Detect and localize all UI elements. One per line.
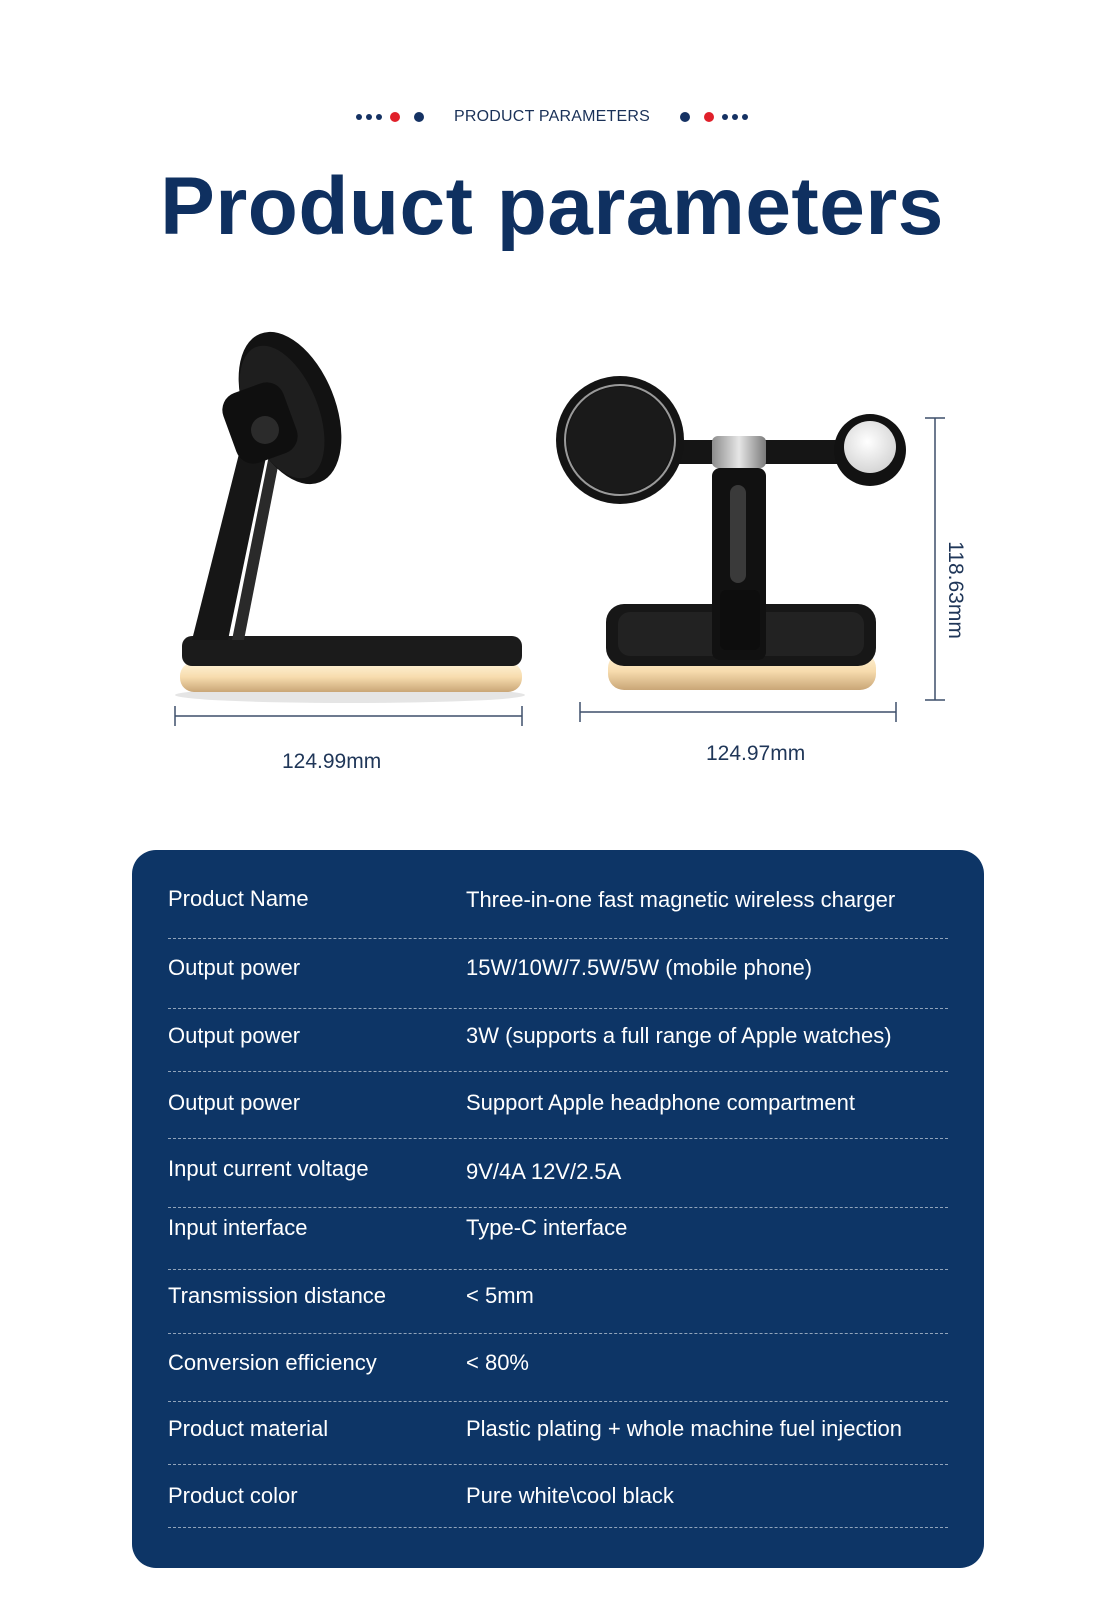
spec-value: 15W/10W/7.5W/5W (mobile phone) [466, 955, 813, 980]
spec-label: Product color [168, 1483, 298, 1508]
spec-row [168, 1139, 948, 1208]
spec-value: Plastic plating + whole machine fuel injection [466, 1416, 902, 1441]
spec-label: Product Name [168, 886, 309, 911]
front-view-charger [556, 376, 906, 690]
spec-label: Transmission distance [168, 1283, 387, 1308]
spec-value: 9V/4A 12V/2.5A [466, 1159, 622, 1184]
spec-value: Type-C interface [466, 1215, 628, 1240]
spec-label: Product material [168, 1416, 329, 1441]
page-title: Product parameters [160, 161, 944, 252]
spec-value: < 80% [466, 1350, 529, 1375]
front-width-label: 124.97mm [706, 742, 806, 765]
spec-row [168, 1009, 948, 1072]
spec-value: Support Apple headphone compartment [466, 1090, 855, 1115]
side-width-label: 124.99mm [282, 750, 382, 773]
spec-label: Input current voltage [168, 1156, 369, 1181]
product-dimension-illustration [0, 300, 1104, 780]
spec-row [168, 1334, 948, 1402]
eyebrow-label: PRODUCT PARAMETERS [454, 108, 650, 125]
height-label: 118.63mm [943, 541, 967, 639]
spec-value: < 5mm [466, 1283, 534, 1308]
spec-label: Conversion efficiency [168, 1350, 377, 1375]
spec-panel [132, 850, 984, 1568]
spec-label: Input interface [168, 1215, 308, 1240]
spec-row [168, 1270, 948, 1334]
spec-value: Pure white\cool black [466, 1483, 674, 1508]
decorative-dots-left [356, 112, 424, 122]
side-view-charger [175, 317, 525, 703]
spec-label: Output power [168, 1090, 301, 1115]
spec-value: 3W (supports a full range of Apple watches) [466, 1023, 892, 1048]
spec-value: Three-in-one fast magnetic wireless charger [466, 887, 896, 912]
section-eyebrow [0, 108, 1104, 126]
spec-row [168, 1402, 948, 1465]
spec-label: Output power [168, 955, 301, 980]
spec-row [168, 1208, 948, 1270]
spec-row [168, 939, 948, 1009]
spec-row [168, 1072, 948, 1139]
spec-label: Output power [168, 1023, 301, 1048]
spec-row [168, 850, 948, 939]
spec-row [168, 1465, 948, 1528]
decorative-dots-right [680, 112, 748, 122]
